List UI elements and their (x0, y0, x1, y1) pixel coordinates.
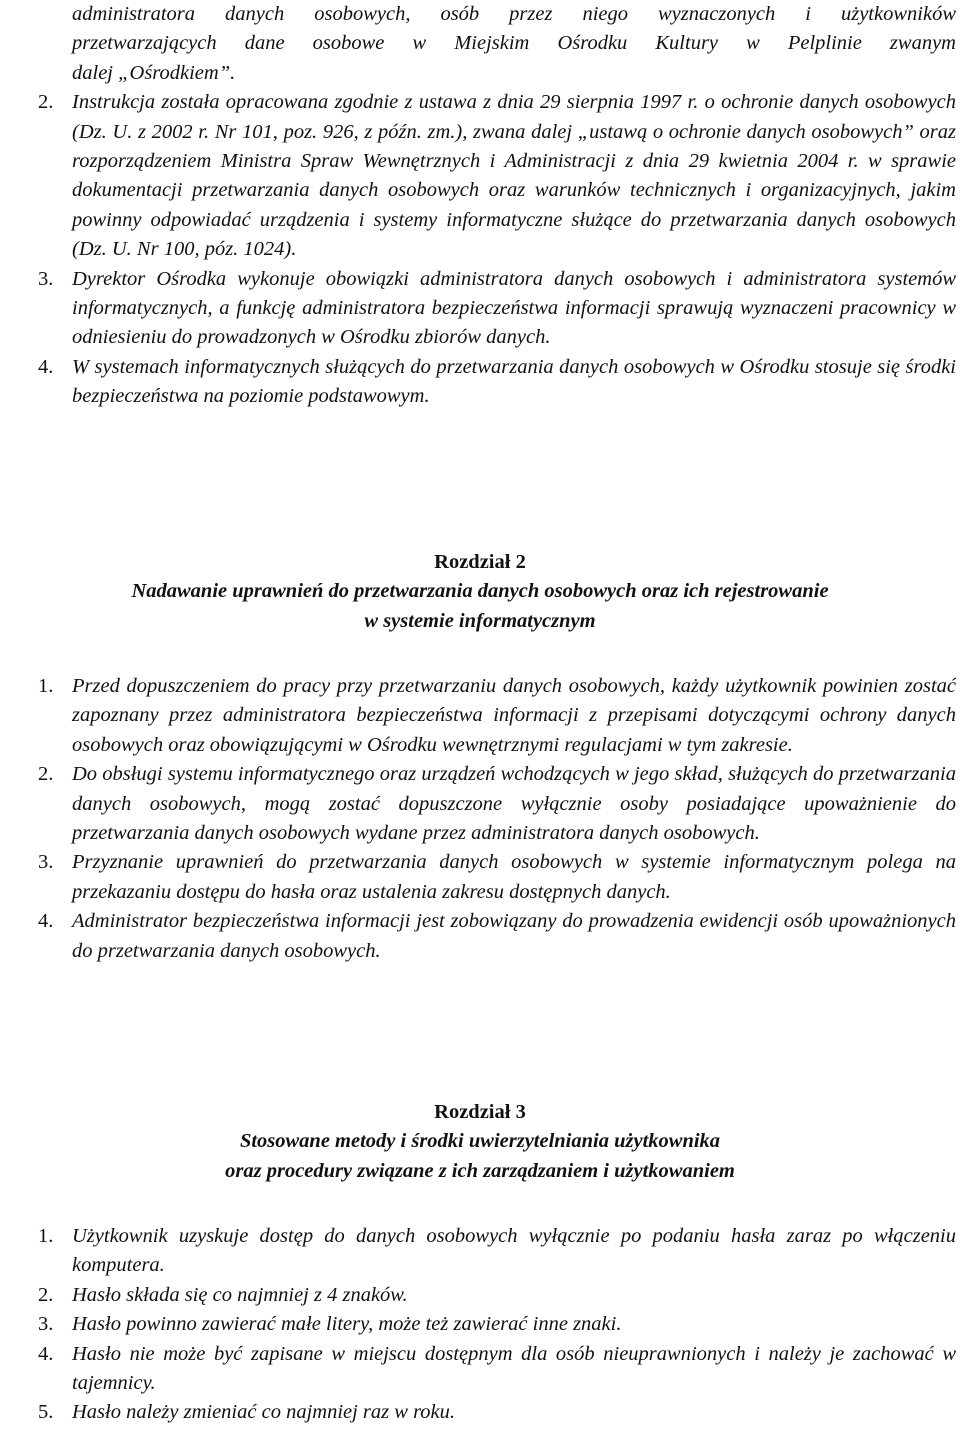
chapter2-heading (0, 548, 960, 636)
item-number: 3. (38, 851, 54, 874)
chapter3-list (38, 1222, 956, 1428)
intro-line: dalej „Ośrodkiem”. (72, 61, 236, 84)
chapter2-item (38, 907, 956, 966)
item-number: 2. (38, 763, 54, 786)
chapter3-item (38, 1281, 956, 1310)
item-number: 5. (38, 1401, 54, 1424)
section1-intro (38, 0, 956, 88)
chapter-title-line: oraz procedury związane z ich zarządzaniem i użytkowaniem (225, 1159, 735, 1182)
chapter2-list (38, 672, 956, 966)
chapter2-item (38, 848, 956, 907)
item-number: 2. (38, 91, 54, 114)
chapter3-item (38, 1340, 956, 1399)
item-number: 1. (38, 675, 54, 697)
item-text: Dyrektor Ośrodka wykonuje obowiązki administratora danych osobowych i administratora systemów informatycznych, a funkcję administratora bezpieczeństwa informacji sprawują wyznaczeni pracownicy w odniesieniu do prowadzonych w Ośrodku zbiorów danych. (72, 267, 956, 349)
chapter-title-line: Stosowane metody i środki uwierzytelniania użytkownika (239, 1130, 721, 1153)
section1 (38, 0, 956, 412)
item-text: Hasło składa się co najmniej z 4 znaków. (72, 1283, 408, 1306)
item-number: 4. (38, 910, 54, 933)
intro-line: administratora danych osobowych, osób przez niego wyznaczonych i użytkowników (72, 3, 956, 25)
item-text: W systemach informatycznych służących do przetwarzania danych osobowych w Ośrodku stosuje się środki bezpieczeństwa na poziomie podstawowym. (72, 355, 956, 408)
item-number: 4. (38, 1342, 54, 1365)
section1-item (38, 88, 956, 264)
chapter-title-line: w systemie informatycznym (364, 609, 596, 632)
chapter3-item (38, 1398, 956, 1427)
chapter3-heading (0, 1098, 960, 1186)
chapter2-item (38, 760, 956, 848)
item-text: Do obsługi systemu informatycznego oraz urządzeń wchodzących w jego skład, służących do przetwarzania danych osobowych, mogą zostać dopuszczone wyłącznie osoby posiadające upoważnienie do przetwarzania danych osobowych wydane przez administratora danych osobowych. (72, 763, 956, 845)
intro-line: przetwarzających dane osobowe w Miejskim Ośrodku Kultury w Pelplinie zwanym (72, 32, 956, 55)
item-text: Administrator bezpieczeństwa informacji jest zobowiązany do prowadzenia ewidencji osób upoważnionych do przetwarzania danych osobowych. (72, 910, 956, 962)
item-number: 3. (38, 267, 54, 290)
item-number: 1. (38, 1225, 54, 1247)
chapter-label: Rozdział 2 (434, 551, 526, 573)
chapter2-item (38, 672, 956, 760)
item-text: Instrukcja została opracowana zgodnie z ustawa z dnia 29 sierpnia 1997 r. o ochronie danych osobowych (Dz. U. z 2002 r. Nr 101, poz. 926, z późn. zm.), zwana dalej „ustawą o ochronie danych osobowych” oraz rozporządzeniem Ministra Spraw Wewnętrznych i Administracji z dnia 29 kwietnia 2004 r. w sprawie dokumentacji przetwarzania danych osobowych oraz warunków technicznych i organizacyjnych, jakim powinny odpowiadać urządzenia i systemy informatyczne służące do przetwarzania danych osobowych (Dz. U. Nr 100, póz. 1024). (72, 91, 956, 261)
item-text: Hasło nie może być zapisane w miejscu dostępnym dla osób nieuprawnionych i należy je zachować w tajemnicy. (72, 1342, 956, 1395)
section1-item (38, 353, 956, 412)
chapter-title-line: Nadawanie uprawnień do przetwarzania danych osobowych oraz ich rejestrowanie (131, 580, 829, 603)
item-text: Przed dopuszczeniem do pracy przy przetwarzaniu danych osobowych, każdy użytkownik powinien zostać zapoznany przez administratora bezpieczeństwa informacji z przepisami dotyczącymi ochrony danych osobowych oraz obowiązującymi w Ośrodku wewnętrznymi regulacjami w tym zakresie. (72, 675, 956, 756)
chapter3-item (38, 1310, 956, 1339)
section1-item (38, 265, 956, 353)
chapter-label: Rozdział 3 (434, 1101, 526, 1123)
item-text: Hasło należy zmieniać co najmniej raz w roku. (72, 1401, 456, 1424)
item-text: Hasło powinno zawierać małe litery, może też zawierać inne znaki. (72, 1313, 622, 1336)
item-number: 4. (38, 355, 54, 378)
item-text: Przyznanie uprawnień do przetwarzania danych osobowych w systemie informatycznym polega na przekazaniu dostępu do hasła oraz ustalenia zakresu dostępnych danych. (72, 851, 956, 903)
chapter3-item (38, 1222, 956, 1281)
item-text: Użytkownik uzyskuje dostęp do danych osobowych wyłącznie po podaniu hasła zaraz po włączeniu komputera. (72, 1225, 956, 1277)
item-number: 3. (38, 1313, 54, 1336)
item-number: 2. (38, 1283, 54, 1306)
